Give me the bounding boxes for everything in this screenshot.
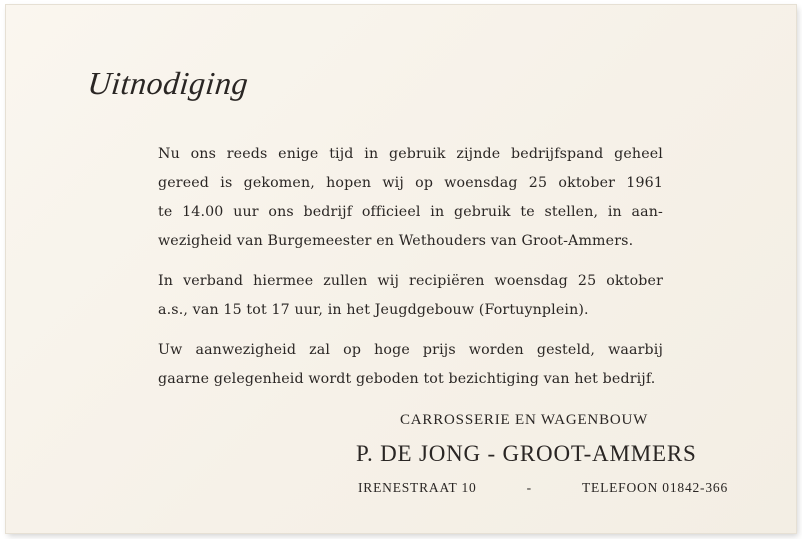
text-line: wezigheid van Burgemeester en Wethouders van Groot-Ammers. (158, 233, 634, 249)
text-line: Uw aanwezigheid zal op hoge prijs worden gesteld, waarbij (158, 342, 663, 358)
firm-contact (358, 480, 728, 496)
paragraph-3 (158, 336, 663, 394)
text-line: Nu ons reeds enige tijd in gebruik zijnde bedrijfspand geheel (158, 146, 663, 162)
firm-name: P. DE JONG - GROOT-AMMERS (356, 441, 697, 466)
contact-separator: - (526, 480, 532, 495)
text-line: a.s., van 15 tot 17 uur, in het Jeugdgebouw (Fortuynplein). (158, 302, 589, 318)
invitation-body (158, 140, 663, 405)
text-line: te 14.00 uur ons bedrijf officieel in gebruik te stellen, in aan- (158, 204, 663, 220)
firm-subtitle: CARROSSERIE EN WAGENBOUW (400, 412, 649, 428)
firm-phone: TELEFOON 01842-366 (581, 480, 728, 495)
invitation-card (6, 5, 796, 533)
text-line: gereed is gekomen, hopen wij op woensdag 25 oktober 1961 (158, 175, 663, 191)
text-line: In verband hiermee zullen wij recipiëren woensdag 25 oktober (158, 273, 663, 289)
invitation-title: Uitnodiging (86, 65, 251, 101)
paragraph-2 (158, 267, 663, 325)
text-line: gaarne gelegenheid wordt geboden tot bezichtiging van het bedrijf. (158, 371, 656, 387)
paragraph-1 (158, 140, 663, 256)
firm-address: IRENESTRAAT 10 (358, 480, 477, 495)
